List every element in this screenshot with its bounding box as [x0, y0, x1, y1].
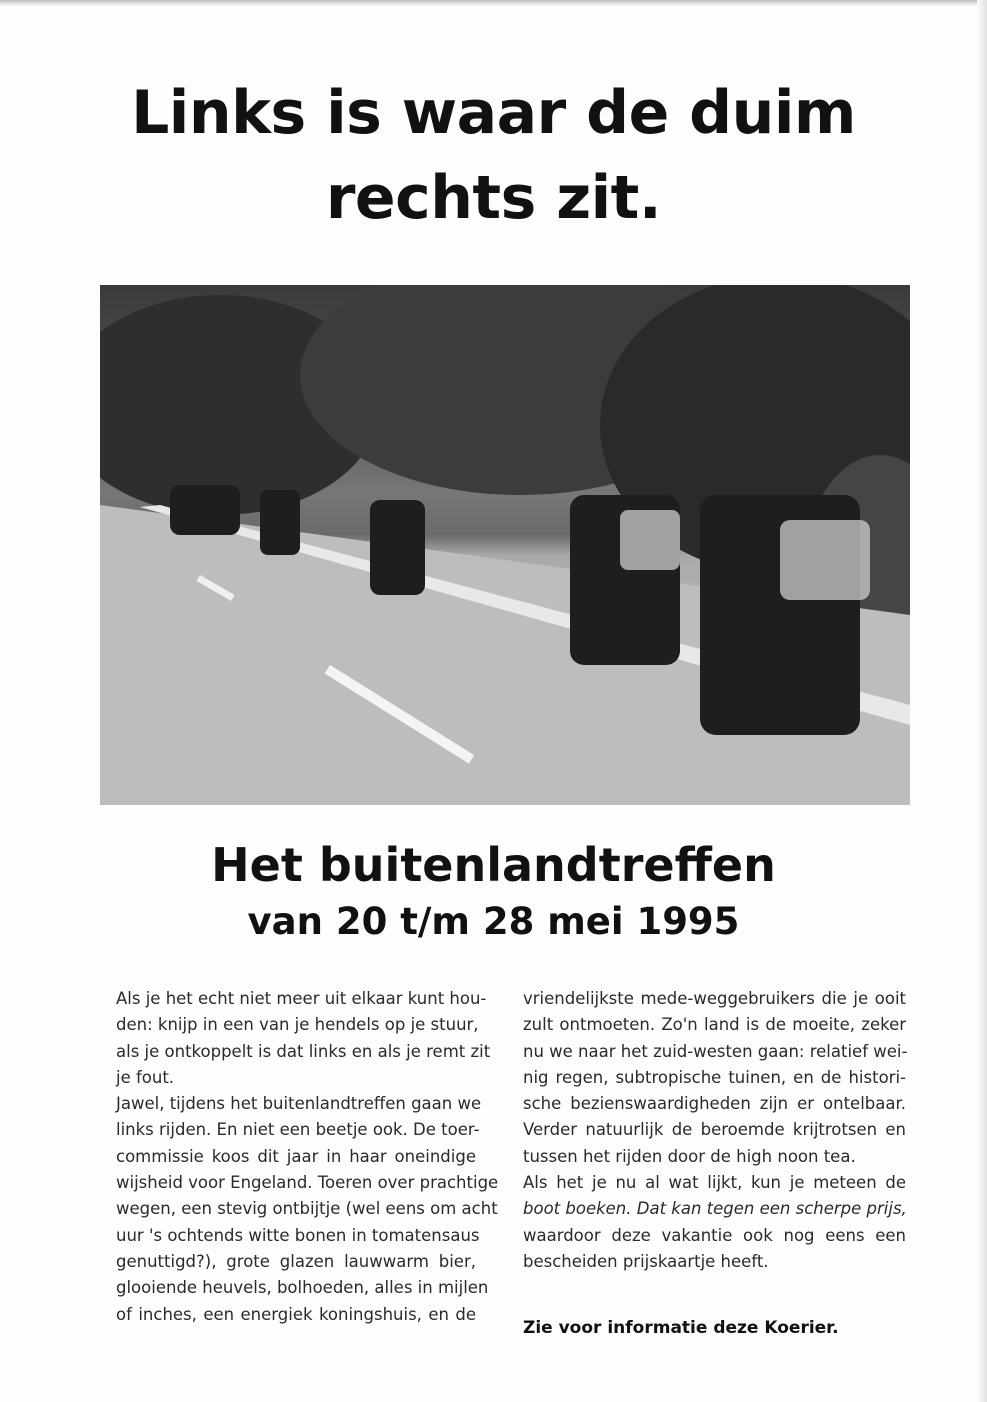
- text-line: nig regen, subtropische tuinen, en de histori-: [523, 1067, 906, 1087]
- text-line: wijsheid voor Engeland. Toeren over prachtige: [116, 1173, 499, 1193]
- text-line: uur 's ochtends witte bonen in tomatensaus: [116, 1225, 480, 1245]
- subheading-title: Het buitenlandtreffen: [211, 838, 776, 892]
- text-line: waardoor deze vakantie ook nog eens een: [523, 1225, 906, 1245]
- headline-line-1: Links is waar de duim: [131, 78, 856, 148]
- headline-line-2: rechts zit.: [325, 163, 662, 233]
- call-to-action: Zie voor informatie deze Koerier.: [523, 1318, 839, 1338]
- text-line: vriendelijkste mede-weggebruikers die je ooit: [523, 989, 906, 1008]
- subheading-dates: van 20 t/m 28 mei 1995: [247, 900, 740, 943]
- text-line: Als je het echt niet meer uit elkaar kunt hou-: [116, 989, 487, 1008]
- text-line: je fout.: [116, 1067, 175, 1087]
- text-line: bescheiden prijskaartje heeft.: [523, 1251, 769, 1271]
- text-line: Verder natuurlijk de beroemde krijtrotsen en: [523, 1120, 906, 1140]
- text-line: tussen het rijden door de high noon tea.: [523, 1146, 856, 1166]
- text-line: den: knijp in een van je hendels op je stuur,: [116, 1015, 479, 1035]
- text-line: genuttigd?), grote glazen lauwwarm bier,: [116, 1251, 476, 1271]
- text-line: boot boeken. Dat kan tegen een scherpe prijs,: [523, 1199, 907, 1219]
- text-line: wegen, een stevig ontbijtje (wel eens om acht: [116, 1199, 498, 1219]
- text-line: glooiende heuvels, bolhoeden, alles in mijlen: [116, 1278, 489, 1298]
- text-line: Jawel, tijdens het buitenlandtreffen gaan we: [116, 1094, 482, 1114]
- body-column-right: [523, 986, 906, 1275]
- text-line: commissie koos dit jaar in haar oneindige: [116, 1146, 476, 1166]
- text-line: of inches, een energiek koningshuis, en de: [116, 1304, 476, 1324]
- text-line: links rijden. En niet een beetje ook. De toer-: [116, 1120, 480, 1140]
- scan-edge-top: [0, 0, 987, 6]
- text-line: Als het je nu al wat lijkt, kun je meteen de: [523, 1173, 906, 1193]
- motorcycle-photo: [100, 285, 910, 805]
- body-column-left: [116, 986, 499, 1328]
- text-line: sche bezienswaardigheden zijn er ontelbaar.: [523, 1094, 906, 1114]
- text-line: zult ontmoeten. Zo'n land is de moeite, zeker: [523, 1015, 906, 1035]
- text-line: nu we naar het zuid-westen gaan: relatief wei-: [523, 1041, 908, 1061]
- text-line: als je ontkoppelt is dat links en als je remt zit: [116, 1041, 491, 1061]
